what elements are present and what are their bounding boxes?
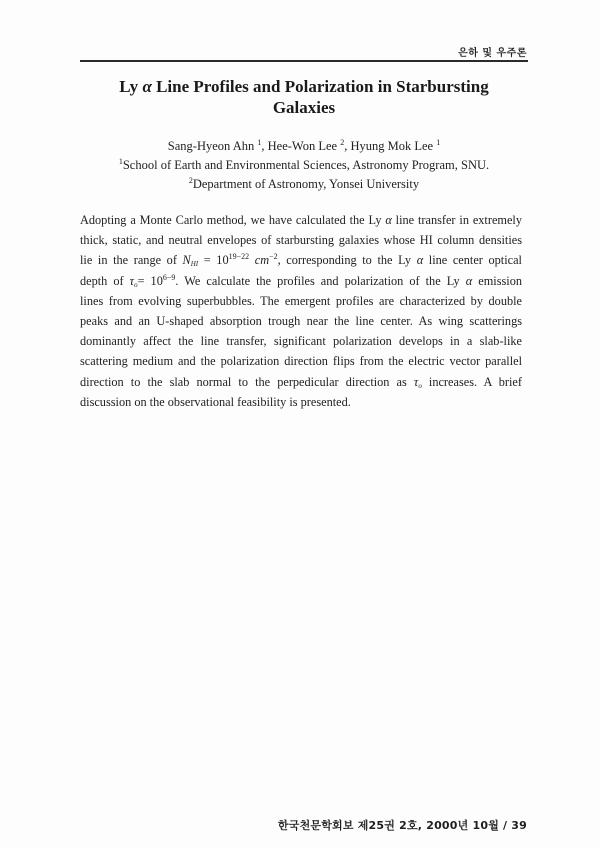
math-exponent: 6−9 (162, 272, 176, 282)
greek-alpha: α (385, 213, 392, 227)
title-line-2: Galaxies (272, 98, 336, 117)
abstract-text: lie in the range of (80, 253, 183, 268)
affiliation-2 (80, 175, 528, 194)
math-cm-exponent: −2 (269, 252, 278, 262)
author-1-sup: 1 (257, 138, 262, 147)
abstract-line-5: lines from evolving superbubbles. The emergent profiles are characterized by double (80, 293, 522, 308)
abstract-line-7: dominantly affect the line transfer, significant polarization develops in a slab-like (80, 334, 522, 349)
section-label: 은하 및 우주론 (458, 48, 527, 59)
abstract-line-3 (80, 250, 522, 270)
abstract-line-4 (80, 271, 522, 291)
greek-alpha: α (416, 253, 424, 268)
title-greek: α (142, 77, 152, 96)
abstract-text: increases. A brief (421, 374, 522, 389)
title-line1-rest: Line Profiles and Polarization in Starbursting (151, 77, 489, 96)
affiliation-2-text: Department of Astronomy, Yonsei University (192, 177, 420, 191)
abstract-line-2: thick, static, and neutral envelopes of starbursting galaxies whose HI column densities (80, 233, 522, 248)
author-1: Sang-Hyeon Ahn (167, 139, 258, 153)
affiliation-1-sup: 1 (118, 157, 123, 166)
math-exponent: 19−22 (228, 252, 250, 262)
abstract-text: Adopting a Monte Carlo method, we have calculated the Ly (80, 213, 386, 227)
abstract-line-6: peaks and an U-shaped absorption trough near the line center. As wing scatterings (80, 313, 522, 328)
header-rule (80, 60, 528, 62)
author-line (80, 137, 528, 156)
abstract-line-1 (80, 210, 522, 230)
author-2: , Hee-Won Lee (261, 139, 341, 153)
title-line-1 (80, 76, 528, 97)
greek-alpha: α (465, 273, 473, 288)
abstract-line-10: discussion on the observational feasibility is presented. (80, 394, 351, 409)
page-footer: 한국천문학회보 제25권 2호, 2000년 10월 / 39 (277, 819, 527, 832)
title-prefix: Ly (119, 77, 139, 96)
affiliation-1 (80, 156, 528, 175)
abstract-text: . We calculate the profiles and polarization of the Ly (175, 273, 466, 288)
abstract-text: depth of (80, 273, 130, 288)
abstract-text: = 10 (137, 273, 163, 288)
author-2-sup: 2 (340, 138, 345, 147)
affiliation-1-text: School of Earth and Environmental Sciences, Astronomy Program, SNU. (122, 158, 490, 172)
math-tau-sub: o (418, 381, 422, 390)
abstract-text: line center optical (423, 253, 522, 268)
greek-tau: τ (129, 273, 135, 288)
abstract-text: line transfer in extremely (391, 213, 522, 227)
abstract-text: direction to the slab normal to the perpedicular direction as (80, 374, 414, 389)
abstract-text: emission (472, 273, 522, 288)
authors-block (80, 137, 528, 194)
abstract-line-9 (80, 372, 522, 392)
author-3-sup: 1 (436, 138, 441, 147)
math-N-sub: HI (190, 260, 199, 269)
abstract-line-8: scattering medium and the polarization direction flips from the electric vector parallel (80, 354, 522, 369)
math-cm: cm (249, 253, 270, 268)
abstract-text: = 10 (198, 253, 229, 268)
affiliation-2-sup: 2 (188, 176, 193, 185)
abstract-text: , corresponding to the Ly (277, 253, 417, 268)
paper-title (80, 76, 528, 118)
author-3: , Hyung Mok Lee (344, 139, 437, 153)
math-tau-sub: o (134, 280, 138, 289)
abstract (80, 210, 522, 412)
math-N: N (182, 253, 191, 268)
greek-tau: τ (413, 374, 419, 389)
